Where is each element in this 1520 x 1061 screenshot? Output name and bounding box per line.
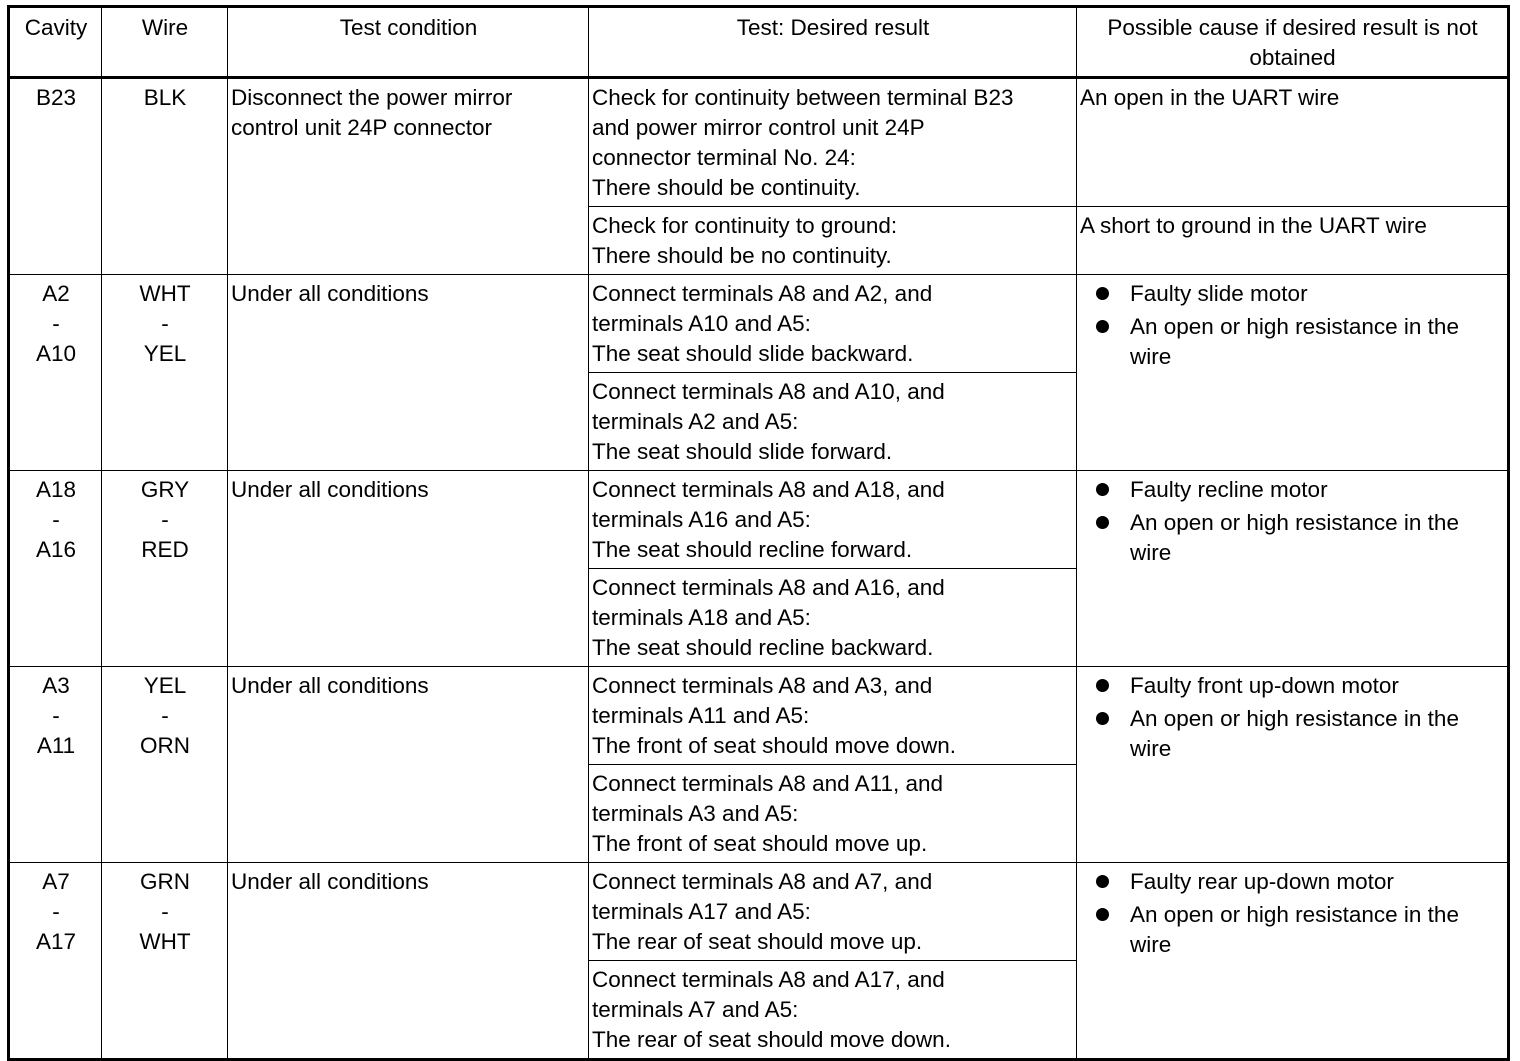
cause-cell: An open in the UART wire	[1077, 78, 1509, 207]
wire-cell	[102, 78, 228, 275]
wire-cell	[102, 667, 228, 863]
result-line: The rear of seat should move down.	[592, 1027, 951, 1052]
cavity-label: A7	[42, 869, 70, 894]
result-cell	[589, 471, 1077, 569]
header-desired-result: Test: Desired result	[589, 7, 1077, 78]
wire-cell	[102, 275, 228, 471]
result-line: There should be continuity.	[592, 175, 861, 200]
cause-item: An open or high resistance in the wire	[1130, 508, 1501, 568]
result-line: The seat should recline forward.	[592, 537, 913, 562]
result-line: and power mirror control unit 24P	[592, 115, 925, 140]
result-line: terminals A16 and A5:	[592, 507, 811, 532]
result-cell	[589, 569, 1077, 667]
wire-label: BLK	[143, 85, 187, 110]
cavity-dash: -	[52, 703, 60, 728]
cavity-cell	[9, 863, 102, 1060]
wire-label: WHT	[139, 929, 191, 954]
condition-cell: Disconnect the power mirror control unit 24P connector	[228, 78, 589, 275]
wire-dash: -	[161, 507, 169, 532]
cause-list	[1080, 475, 1505, 568]
cavity-label: A18	[35, 477, 77, 502]
result-line: Connect terminals A8 and A7, and	[592, 869, 933, 894]
result-line: The front of seat should move down.	[592, 733, 956, 758]
cause-list	[1080, 279, 1505, 372]
condition-cell: Under all conditions	[228, 667, 589, 863]
cause-cell	[1077, 275, 1509, 471]
result-cell	[589, 78, 1077, 207]
result-line: Connect terminals A8 and A3, and	[592, 673, 933, 698]
wire-label: YEL	[143, 673, 187, 698]
result-cell	[589, 275, 1077, 373]
cause-item: An open or high resistance in the wire	[1130, 312, 1501, 372]
wire-dash: -	[161, 899, 169, 924]
result-line: terminals A18 and A5:	[592, 605, 811, 630]
cause-cell	[1077, 471, 1509, 667]
result-line: The seat should slide backward.	[592, 341, 914, 366]
result-cell	[589, 667, 1077, 765]
result-line: Connect terminals A8 and A16, and	[592, 575, 945, 600]
cavity-cell	[9, 471, 102, 667]
result-line: The seat should slide forward.	[592, 439, 893, 464]
cavity-label: A10	[35, 341, 77, 366]
cause-cell: A short to ground in the UART wire	[1077, 207, 1509, 275]
cause-item: Faulty rear up-down motor	[1130, 867, 1501, 897]
result-line: There should be no continuity.	[592, 243, 892, 268]
table-row	[9, 275, 1509, 373]
wire-dash: -	[161, 311, 169, 336]
cause-item: Faulty front up-down motor	[1130, 671, 1501, 701]
cavity-label: A16	[35, 537, 77, 562]
cause-list	[1080, 867, 1505, 960]
cavity-label: A17	[35, 929, 77, 954]
header-wire: Wire	[102, 7, 228, 78]
result-line: Connect terminals A8 and A2, and	[592, 281, 933, 306]
result-line: connector terminal No. 24:	[592, 145, 856, 170]
result-line: terminals A11 and A5:	[592, 703, 810, 728]
cavity-label: A3	[42, 673, 70, 698]
condition-cell: Under all conditions	[228, 275, 589, 471]
cavity-label: B23	[35, 85, 77, 110]
result-line: Check for continuity between terminal B23	[592, 85, 1014, 110]
test-table	[7, 5, 1510, 1061]
result-line: The rear of seat should move up.	[592, 929, 923, 954]
result-line: The seat should recline backward.	[592, 635, 934, 660]
wire-label: WHT	[139, 281, 191, 306]
cause-item: Faulty slide motor	[1130, 279, 1501, 309]
wire-label: GRN	[140, 869, 190, 894]
wire-label: YEL	[143, 341, 187, 366]
cavity-dash: -	[52, 311, 60, 336]
cavity-dash: -	[52, 507, 60, 532]
condition-cell: Under all conditions	[228, 471, 589, 667]
result-line: The front of seat should move up.	[592, 831, 928, 856]
cause-item: Faulty recline motor	[1130, 475, 1501, 505]
condition-cell: Under all conditions	[228, 863, 589, 1060]
table-row	[9, 78, 1509, 207]
wire-cell	[102, 863, 228, 1060]
cavity-label: A11	[36, 733, 76, 758]
wire-label: ORN	[140, 733, 190, 758]
header-possible-cause: Possible cause if desired result is not obtained	[1077, 7, 1509, 78]
header-row	[9, 7, 1509, 78]
cause-cell	[1077, 667, 1509, 863]
cavity-label: A2	[42, 281, 70, 306]
result-line: terminals A2 and A5:	[592, 409, 799, 434]
result-cell	[589, 765, 1077, 863]
cavity-dash: -	[52, 899, 60, 924]
result-line: terminals A17 and A5:	[592, 899, 811, 924]
result-cell	[589, 961, 1077, 1060]
result-cell	[589, 863, 1077, 961]
result-line: terminals A3 and A5:	[592, 801, 799, 826]
table-row	[9, 863, 1509, 961]
result-line: Connect terminals A8 and A17, and	[592, 967, 945, 992]
wire-dash: -	[161, 703, 169, 728]
result-line: Check for continuity to ground:	[592, 213, 898, 238]
result-line: Connect terminals A8 and A10, and	[592, 379, 945, 404]
cause-item: An open or high resistance in the wire	[1130, 900, 1501, 960]
cavity-cell	[9, 667, 102, 863]
result-line: terminals A10 and A5:	[592, 311, 811, 336]
result-cell	[589, 373, 1077, 471]
cavity-cell	[9, 78, 102, 275]
header-cavity: Cavity	[9, 7, 102, 78]
wire-label: RED	[141, 537, 189, 562]
result-cell	[589, 207, 1077, 275]
result-line: Connect terminals A8 and A18, and	[592, 477, 945, 502]
table-row	[9, 667, 1509, 765]
header-test-condition: Test condition	[228, 7, 589, 78]
cause-cell	[1077, 863, 1509, 1060]
cavity-cell	[9, 275, 102, 471]
cause-list	[1080, 671, 1505, 764]
cause-item: An open or high resistance in the wire	[1130, 704, 1501, 764]
result-line: Connect terminals A8 and A11, and	[592, 771, 944, 796]
table-row	[9, 471, 1509, 569]
wire-label: GRY	[140, 477, 190, 502]
wire-cell	[102, 471, 228, 667]
result-line: terminals A7 and A5:	[592, 997, 799, 1022]
